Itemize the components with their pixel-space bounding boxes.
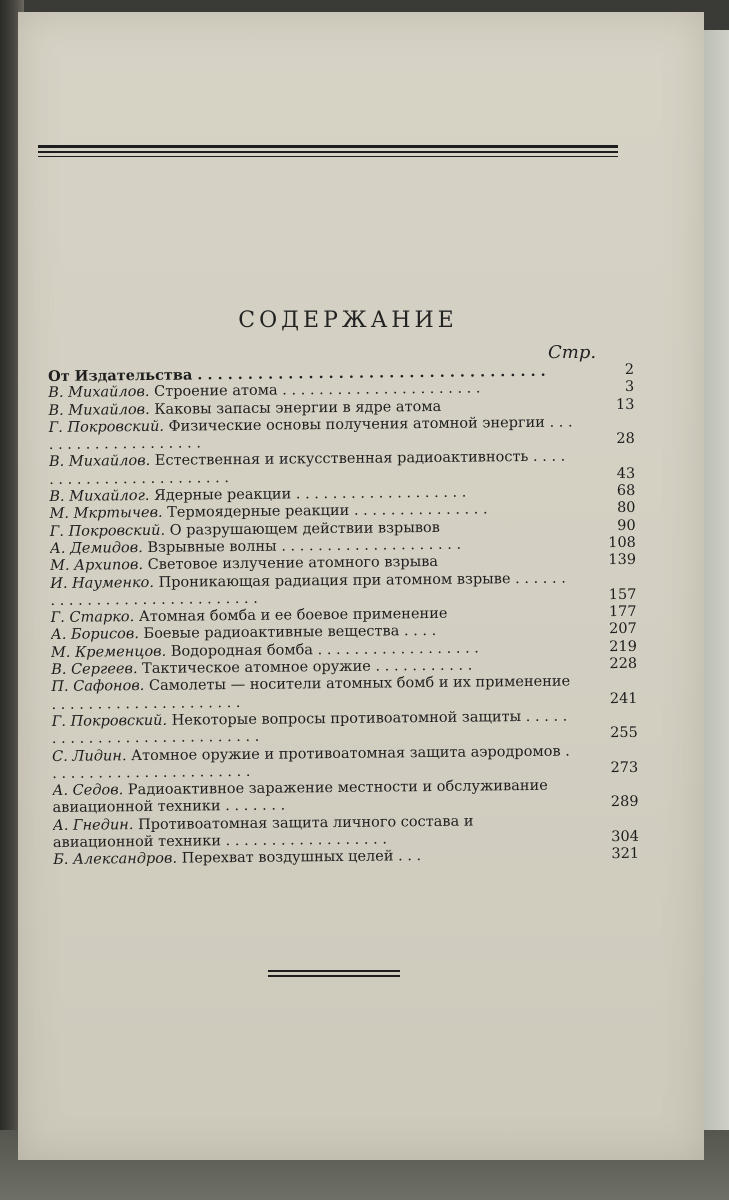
entry-author: Г. Покровский. <box>48 418 165 436</box>
entry-author: В. Михайлог. <box>49 488 150 506</box>
entry-page-number: 43 <box>616 465 636 482</box>
entry-title: Термоядерные реакции <box>162 503 350 522</box>
entry-author: М. Мкртычев. <box>49 505 163 523</box>
entry-title: Перехват воздушных целей <box>176 848 394 867</box>
entry-page-number: 28 <box>616 431 635 448</box>
entry-page-number: 68 <box>616 482 636 500</box>
entry-title: Атомное оружие и противоатомная защита аэродромов <box>126 743 561 764</box>
entry-title: Противоатомная защита личного состава и авиационной техники <box>52 813 474 851</box>
entry-author: М. Архипов. <box>49 557 144 575</box>
entry-author: А. Демидов. <box>49 539 143 557</box>
entry-title: Естественная и искусственная радиоактивность <box>150 449 529 470</box>
entry-author: И. Науменко. <box>50 574 155 592</box>
entry-page-number: 289 <box>610 794 639 811</box>
entry-leader-dots: . . . . . . . . . . . . . . . . . . . . . <box>51 694 241 713</box>
entry-page-number: 273 <box>610 759 639 776</box>
table-of-contents <box>48 362 639 870</box>
entry-leader-dots: . . . . . . . . . . . . . . . . . . . <box>291 484 467 503</box>
entry-leader-dots: . . . . . . . . . . . . . . . . . . . . <box>48 414 573 454</box>
entry-author: Б. Александров. <box>53 850 178 869</box>
entry-leader-dots: . . . . . . . . . . . . . . . <box>349 501 488 520</box>
entry-author: Г. Покровский. <box>49 522 166 540</box>
entry-author: В. Михайлов. <box>48 384 150 402</box>
entry-page-number: 13 <box>615 396 635 413</box>
entry-leader-dots: . . . . <box>399 623 437 640</box>
entry-leader-dots: . . . . . . . . . . . . . . . . . . . . . . <box>277 380 481 399</box>
entry-author: П. Сафонов. <box>51 678 145 696</box>
entry-author: Г. Покровский. <box>51 712 168 730</box>
entry-page-number: 207 <box>608 621 637 638</box>
entry-page-number: 321 <box>611 846 640 863</box>
entry-leader-dots: . . . <box>393 848 422 865</box>
entry-leader-dots: . . . . . . . . . . . . . . . . . . . . . . . . . . . . . . . . . . . <box>192 362 546 384</box>
entry-page-number: 3 <box>624 379 635 396</box>
entry-page-number: 108 <box>608 534 636 552</box>
entry-leader-dots: . . . . . . . . . . . <box>370 657 473 675</box>
entry-title: Проникающая радиация при атомном взрыве <box>153 570 511 591</box>
entry-leader-dots: . . . . . . . . . . . . . . . . . . <box>220 831 387 850</box>
entry-author: Г. Старко. <box>50 609 135 627</box>
page-title: СОДЕРЖАНИЕ <box>238 308 458 333</box>
page-column-label: Стр. <box>548 342 597 363</box>
entry-page-number: 219 <box>609 638 638 655</box>
entry-leader-dots: . . . . . . . . . . . . . . . . . . . . . . . . . . . . <box>51 708 568 748</box>
entry-author: А. Борисов. <box>50 626 139 644</box>
entry-page-number: 90 <box>617 517 636 534</box>
entry-page-number: 304 <box>611 828 640 846</box>
entry-title: Каковы запасы энергии в ядре атома <box>149 398 442 418</box>
entry-title: Боевые радиоактивные вещества <box>138 623 400 643</box>
entry-author: В. Сергеев. <box>51 661 138 679</box>
entry-author: В. Михайлов. <box>48 401 150 419</box>
book-page <box>18 12 704 1160</box>
entry-title: Строение атома <box>149 382 278 401</box>
entry-page-number: 241 <box>609 690 638 707</box>
entry-author: А. Гнедин. <box>52 816 134 834</box>
entry-leader-dots: . . . . . . . <box>220 797 286 815</box>
entry-title: Тактическое атомное оружие <box>137 658 371 678</box>
entry-leader-dots: . . . . . . . . . . . . . . . . . . . . . . . . . . . . . <box>50 570 566 609</box>
entry-title: О разрушающем действии взрывов <box>164 519 440 539</box>
entry-title: Атомная бомба и ее боевое применение <box>134 605 448 626</box>
entry-title: Самолеты — носители атомных бомб и их применение <box>144 673 571 695</box>
entry-author: М. Кременцов. <box>50 643 167 661</box>
entry-title: Некоторые вопросы противоатомной защиты <box>166 709 522 729</box>
entry-page-number: 80 <box>616 500 636 517</box>
entry-page-number: 255 <box>610 725 638 742</box>
entry-page-number: 139 <box>608 552 637 569</box>
entry-title: Ядерные реакции <box>149 486 292 505</box>
entry-page-number: 2 <box>624 361 635 378</box>
entry-page-number: 157 <box>608 586 637 603</box>
entry-leader-dots: . . . . . . . . . . . . . . . . . . <box>312 640 479 658</box>
entry-title: От Издательства <box>48 366 193 385</box>
entry-author: В. Михайлов. <box>48 453 151 471</box>
entry-leader-dots: . . . . . . . . . . . . . . . . . . . . . . . . <box>49 449 566 488</box>
entry-leader-dots: . . . . . . . . . . . . . . . . . . . . <box>276 536 462 555</box>
entry-leader-dots: . . . . . . . . . . . . . . . . . . . . . . . <box>52 743 570 782</box>
entry-author: А. Седов. <box>52 782 124 800</box>
entry-title: Водородная бомба <box>166 641 314 660</box>
entry-title: Взрывные волны <box>142 538 277 556</box>
entry-title: Световое излучение атомного взрыва <box>142 554 439 574</box>
entry-page-number: 177 <box>608 604 637 621</box>
top-decorative-rules <box>38 145 618 160</box>
entry-title: Радиоактивное заражение местности и обслуживание авиационной техники <box>52 777 548 817</box>
entry-page-number: 228 <box>609 655 638 673</box>
entry-title: Физические основы получения атомной энергии <box>163 414 546 435</box>
bottom-decorative-rules <box>268 970 400 980</box>
entry-author: С. Лидин. <box>51 747 127 765</box>
